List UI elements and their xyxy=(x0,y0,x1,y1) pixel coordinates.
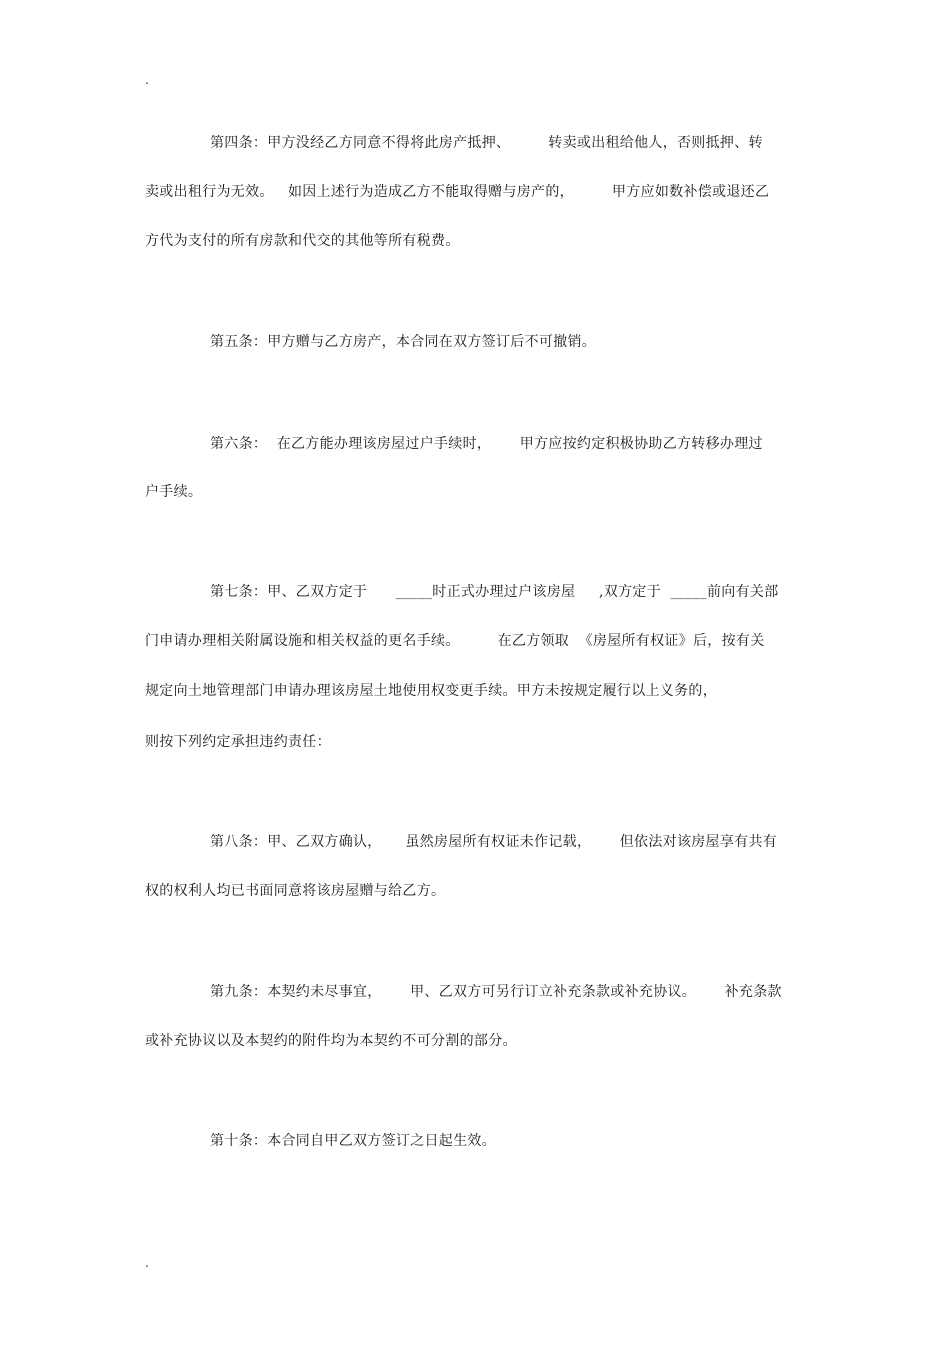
article-10-line-1: 第十条：本合同自甲乙双方签订之日起生效。 xyxy=(210,1133,496,1149)
article-4-line-2: 卖或出租行为无效。 如因上述行为造成乙方不能取得赠与房产的， 甲方应如数补偿或退还乙 xyxy=(145,184,770,200)
article-4-line-1: 第四条：甲方没经乙方同意不得将此房产抵押、 转卖或出租给他人，否则抵押、转 xyxy=(210,135,763,151)
article-4-line-3: 方代为支付的所有房款和代交的其他等所有税费。 xyxy=(145,233,460,249)
article-9-line-1: 第九条：本契约未尽事宜， 甲、乙双方可另行订立补充条款或补充协议。 补充条款 xyxy=(210,984,782,1000)
article-5-line-1: 第五条：甲方赠与乙方房产，本合同在双方签订后不可撤销。 xyxy=(210,334,597,350)
article-7-line-4: 则按下列约定承担违约责任： xyxy=(145,734,331,750)
article-6-line-1: 第六条： 在乙方能办理该房屋过户手续时， 甲方应按约定积极协助乙方转移办理过 xyxy=(210,436,763,452)
article-6-line-2: 户手续。 xyxy=(145,484,203,500)
article-7-line-1: 第七条：甲、乙双方定于 _____时正式办理过户该房屋 ,双方定于 _____前向有关部 xyxy=(210,584,779,600)
article-8-line-2: 权的权利人均已书面同意将该房屋赠与给乙方。 xyxy=(145,883,446,899)
article-9-line-2: 或补充协议以及本契约的附件均为本契约不可分割的部分。 xyxy=(145,1033,517,1049)
footer-mark: . xyxy=(145,1256,149,1270)
article-8-line-1: 第八条：甲、乙双方确认， 虽然房屋所有权证未作记载， 但依法对该房屋享有共有 xyxy=(210,834,778,850)
article-7-line-2: 门申请办理相关附属设施和相关权益的更名手续。 在乙方领取 《房屋所有权证》后，按有关 xyxy=(145,633,765,649)
article-7-line-3: 规定向土地管理部门申请办理该房屋土地使用权变更手续。甲方未按规定履行以上义务的， xyxy=(145,683,717,699)
header-mark: . xyxy=(145,73,149,87)
